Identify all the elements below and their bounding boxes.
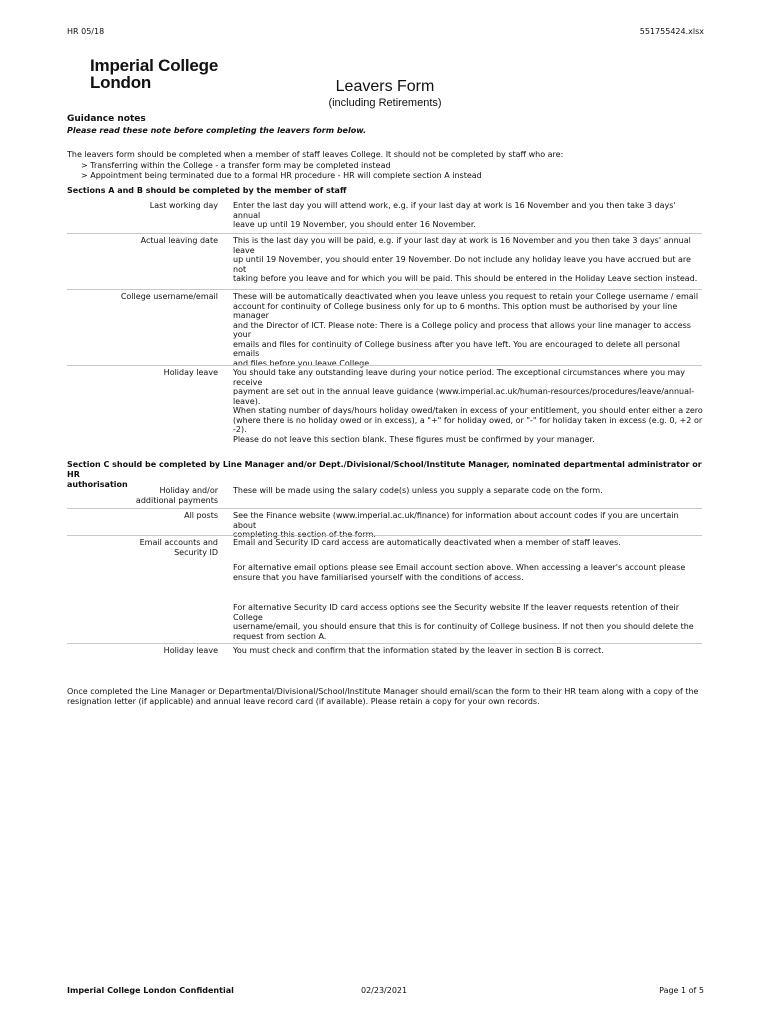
header-doc-code: HR 05/18 [67, 27, 105, 36]
row-email-security-para-1: Email and Security ID card access are automatically deactivated when a member of staff leaves. [233, 538, 621, 547]
guidance-heading: Guidance notes [67, 114, 146, 124]
row-email-security-para-3: For alternative Security ID card access options see the Security website If the leaver requests retention of their College username/email, you should ensure that this is for continuity of College business. If not then you should delete the request from section A. [233, 603, 694, 641]
footer-page-number: Page 1 of 5 [659, 986, 704, 995]
divider [67, 535, 702, 536]
section-ab-heading: Sections A and B should be completed by the member of staff [67, 186, 347, 195]
section-c-heading: Section C should be completed by Line Manager and/or Dept./Divisional/School/Institute Manager, nominated departmental administrator or HR authorisation [67, 460, 702, 489]
closing-paragraph: Once completed the Line Manager or Departmental/Divisional/School/Institute Manager should email/scan the form to their HR team along with a copy of the resignation letter (if applicable) and annual leave record card (if available). Please retain a copy for your own records. [67, 687, 699, 706]
row-last-working-day-text: Enter the last day you will attend work, e.g. if your last day at work is 16 November and you then take 3 days' annual leave up until 19 November, you should enter 16 November. [233, 201, 676, 229]
guidance-bullet-1: > Transferring within the College - a transfer form may be completed instead [81, 161, 391, 170]
row-c-holiday-leave-label: Holiday leave [163, 646, 218, 655]
guidance-intro: The leavers form should be completed when a member of staff leaves College. It should not be completed by staff who are: [67, 150, 564, 159]
footer-confidential: Imperial College London Confidential [67, 986, 234, 995]
header-filename: 551755424.xlsx [639, 27, 704, 36]
row-actual-leaving-date-label: Actual leaving date [140, 236, 218, 245]
divider [67, 365, 702, 366]
form-title: Leavers Form [335, 78, 435, 95]
guidance-note: Please read these note before completing the leavers form below. [67, 126, 367, 135]
row-email-security-para-2: For alternative email options please see Email account section above. When accessing a leaver's account please ensure that you have familiarised yourself with the conditions of access. [233, 563, 686, 582]
row-email-security-label: Email accounts and Security ID [139, 538, 218, 557]
row-college-username-text: These will be automatically deactivated when you leave unless you request to retain your College username / email account for continuity of College business only for up to 6 months. This option must be authorised by your line manager and the Director of ICT. Please note: There is a College policy and process that allows your line manager to access your emails and files for continuity of College business after you have left. You are encouraged to delete all personal emails and files before you leave College. [233, 292, 699, 368]
footer-date: 02/23/2021 [361, 986, 408, 995]
row-all-posts-label: All posts [184, 511, 218, 520]
row-holiday-leave-label: Holiday leave [163, 368, 218, 377]
row-holiday-payments-text: These will be made using the salary code(s) unless you supply a separate code on the form. [233, 486, 603, 495]
row-all-posts-text: See the Finance website (www.imperial.ac.uk/finance) for information about account codes if you are uncertain about completing this section of the form. [233, 511, 679, 539]
logo-line-1: Imperial College [90, 56, 219, 75]
divider [67, 289, 702, 290]
row-holiday-payments-label: Holiday and/or additional payments [135, 486, 218, 505]
divider [67, 233, 702, 234]
row-c-holiday-leave-text: You must check and confirm that the information stated by the leaver in section B is correct. [233, 646, 604, 655]
divider [67, 508, 702, 509]
logo-line-2: London [90, 73, 152, 92]
guidance-bullet-2: > Appointment being terminated due to a formal HR procedure - HR will complete section A instead [81, 171, 482, 180]
divider [67, 643, 702, 644]
row-actual-leaving-date-text: This is the last day you will be paid, e.g. if your last day at work is 16 November and you then take 3 days' annual leave up until 19 November, you should enter 19 November. Do not include any holiday leave you have accrued but are not taking before you leave and for which you will be paid. This should be entered in the Holiday Leave section instead. [233, 236, 698, 283]
row-last-working-day-label: Last working day [149, 201, 218, 210]
row-college-username-label: College username/email [120, 292, 218, 301]
row-holiday-leave-text: You should take any outstanding leave during your notice period. The exceptional circumstances where you may receive payment are set out in the annual leave guidance (www.imperial.ac.uk/human-resources/procedures/leave/annual-leave). When stating number of days/hours holiday owed/taken in excess of your entitlement, you should enter either a zero (where there is no holiday owed or in excess), a "+" for holiday owed, or "-" for holiday taken in excess (e.g. 0, +2 or -2). Please do not leave this section blank. These figures must be confirmed by your manager. [233, 368, 703, 444]
form-subtitle: (including Retirements) [328, 97, 442, 109]
